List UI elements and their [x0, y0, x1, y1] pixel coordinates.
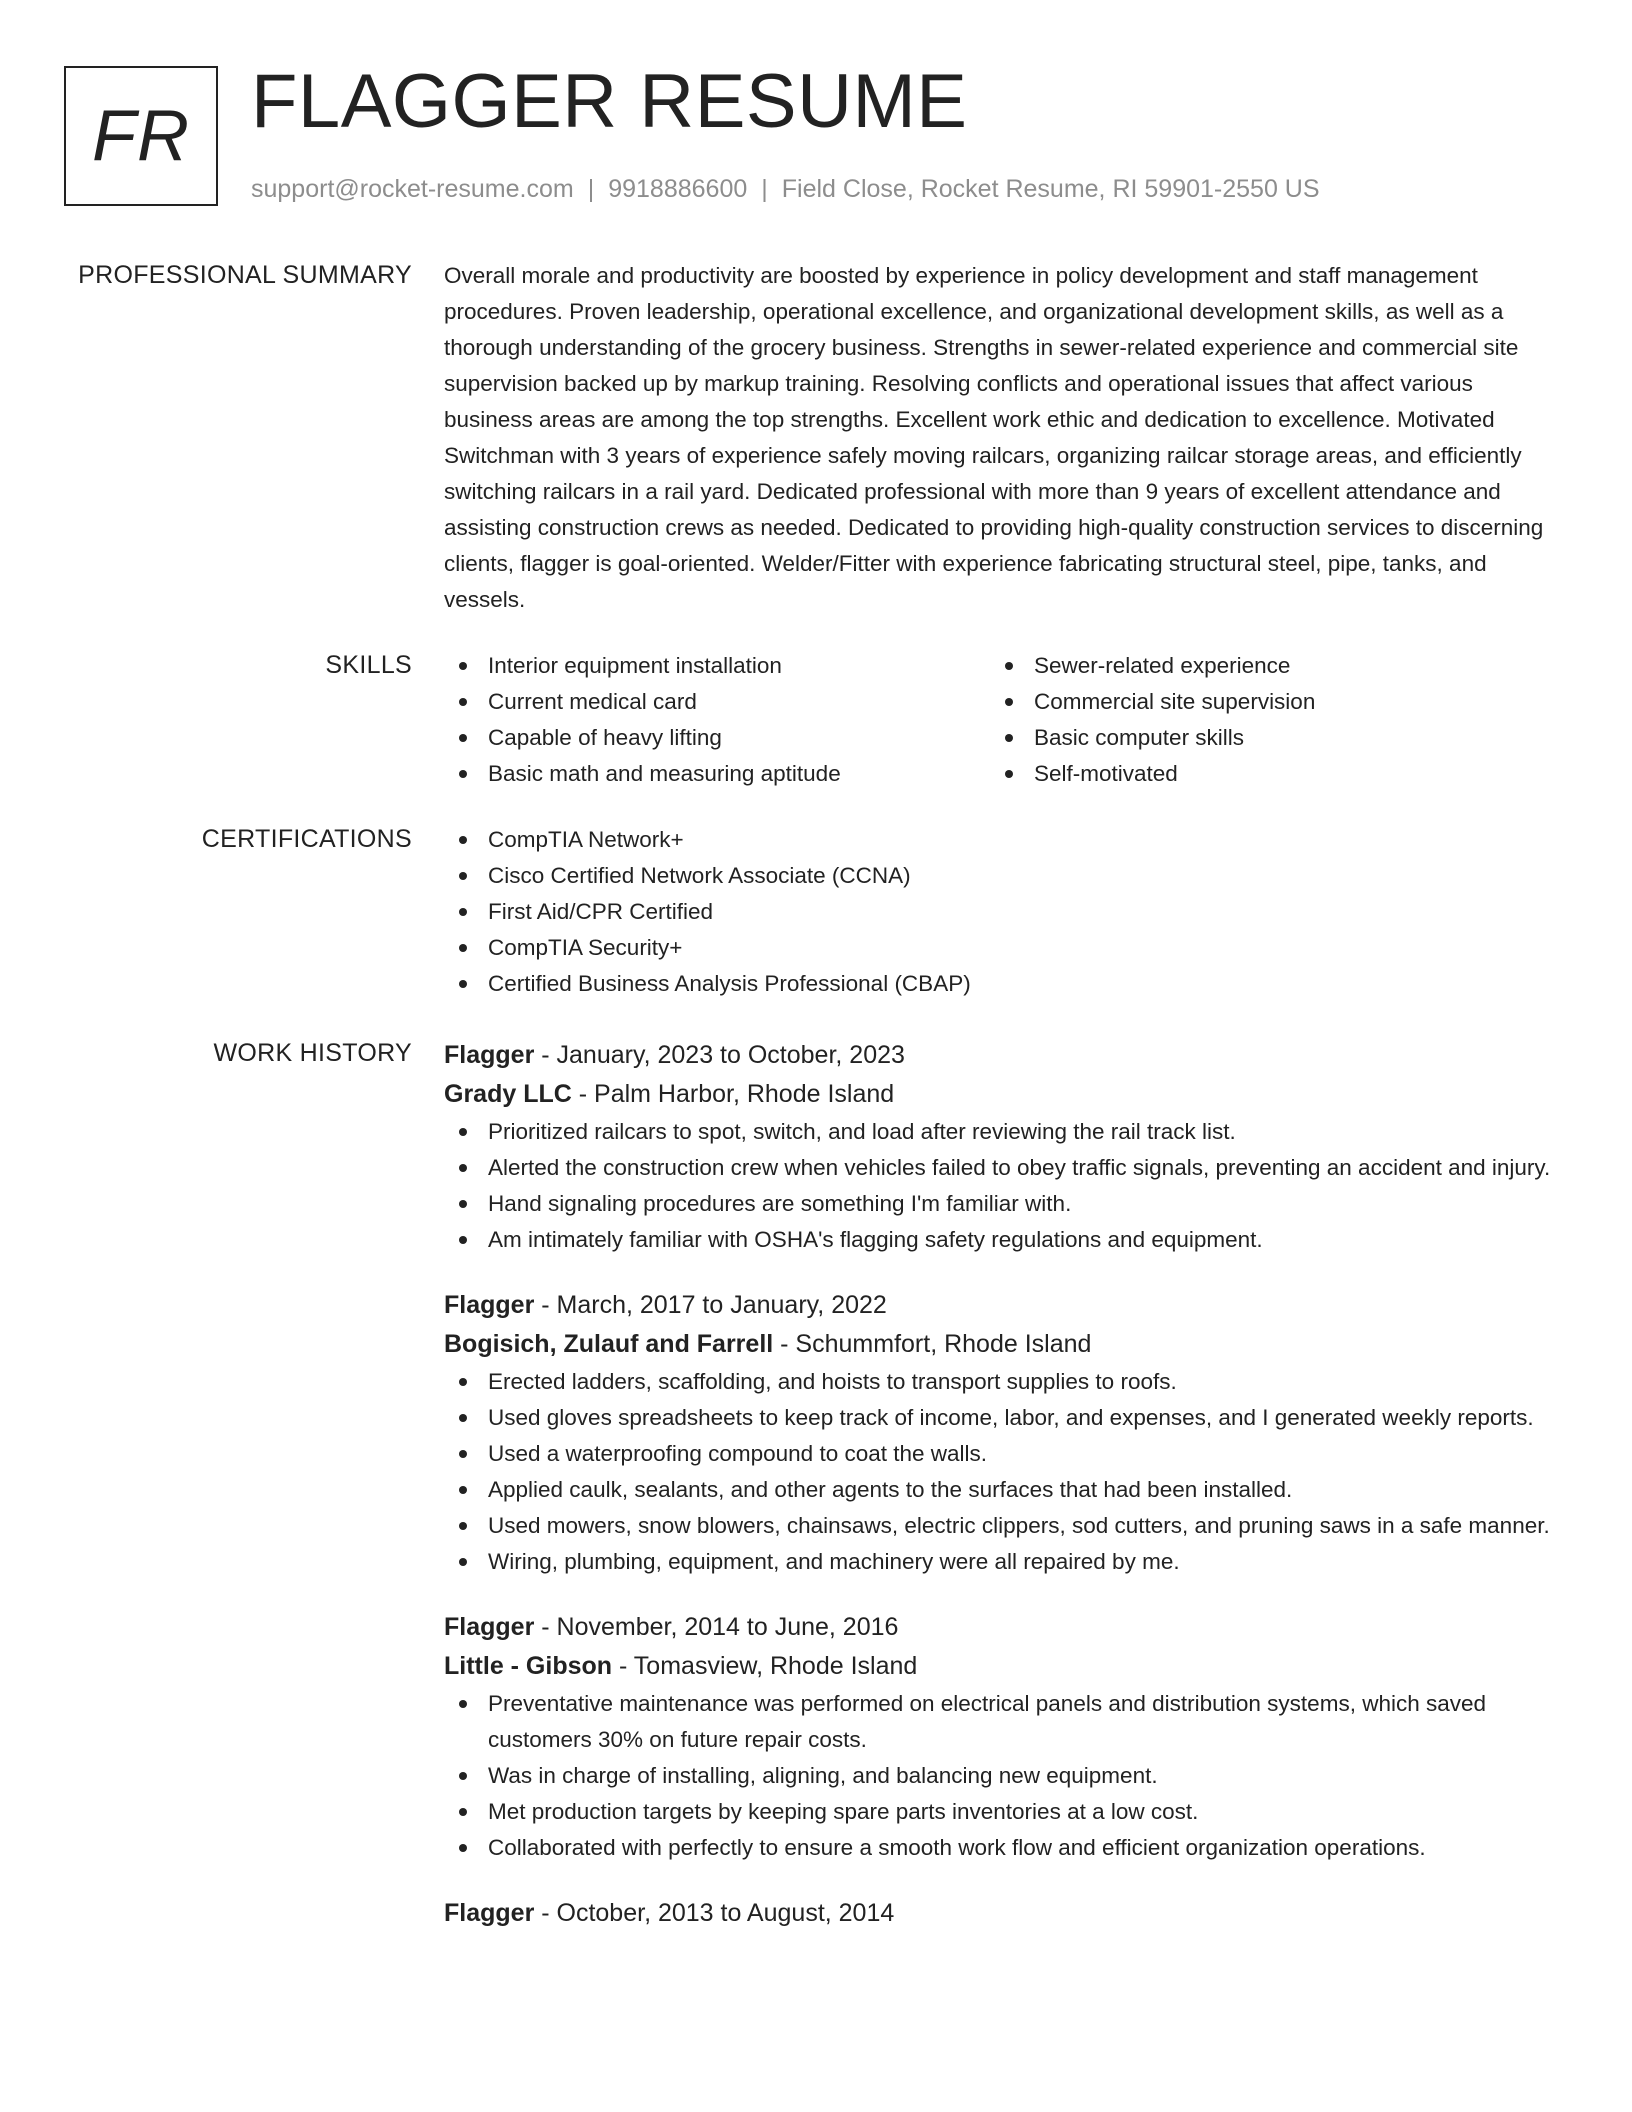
job-duty: Was in charge of installing, aligning, and balancing new equipment.	[444, 1758, 1558, 1794]
contact-address: Field Close, Rocket Resume, RI 59901-2550 US	[781, 175, 1320, 203]
job-entry	[444, 1036, 1558, 1258]
contact-phone: 9918886600	[608, 175, 748, 203]
job-duty: Met production targets by keeping spare parts inventories at a low cost.	[444, 1794, 1558, 1830]
skills-grid	[444, 648, 1558, 792]
job-company-line	[444, 1325, 1558, 1364]
certification-item: Certified Business Analysis Professional (CBAP)	[444, 966, 1558, 1002]
job-title: Flagger	[444, 1899, 535, 1927]
job-duty: Applied caulk, sealants, and other agents to the surfaces that had been installed.	[444, 1472, 1558, 1508]
skill-item: Self-motivated	[990, 756, 1536, 792]
job-duties	[444, 1114, 1558, 1258]
summary-text: Overall morale and productivity are boosted by experience in policy development and staff management procedures. Proven leadership, operational excellence, and organizational development skills, as well as a thorough understanding of the grocery business. Strengths in sewer-related experience and commercial site supervision backed up by markup training. Resolving conflicts and operational issues that affect various business areas are among the top strengths. Excellent work ethic and dedication to excellence. Motivated Switchman with 3 years of experience safely moving railcars, organizing railcar storage areas, and efficiently switching railcars in a rail yard. Dedicated professional with more than 9 years of excellent attendance and assisting construction crews as needed. Dedicated to providing high-quality construction services to discerning clients, flagger is goal-oriented. Welder/Fitter with experience fabricating structural steel, pipe, tanks, and vessels.	[444, 263, 1544, 612]
skill-item: Commercial site supervision	[990, 684, 1536, 720]
job-title-line	[444, 1286, 1558, 1325]
job-title-line	[444, 1036, 1558, 1075]
skill-item: Sewer-related experience	[990, 648, 1536, 684]
job-duty: Used a waterproofing compound to coat the walls.	[444, 1436, 1558, 1472]
job-duty: Prioritized railcars to spot, switch, and load after reviewing the rail track list.	[444, 1114, 1558, 1150]
job-company: Little - Gibson	[444, 1652, 613, 1680]
contact-separator: |	[587, 175, 595, 203]
job-duty: Used mowers, snow blowers, chainsaws, electric clippers, sod cutters, and pruning saws in a safe manner.	[444, 1508, 1558, 1544]
job-duty: Collaborated with perfectly to ensure a smooth work flow and efficient organization operations.	[444, 1830, 1558, 1866]
job-duty: Am intimately familiar with OSHA's flagging safety regulations and equipment.	[444, 1222, 1558, 1258]
contact-email: support@rocket-resume.com	[251, 175, 574, 203]
job-duty: Hand signaling procedures are something I'm familiar with.	[444, 1186, 1558, 1222]
job-duty: Used gloves spreadsheets to keep track of income, labor, and expenses, and I generated weekly reports.	[444, 1400, 1558, 1436]
job-duty: Erected ladders, scaffolding, and hoists to transport supplies to roofs.	[444, 1364, 1558, 1400]
skills-list-right	[990, 648, 1536, 792]
job-title: Flagger	[444, 1613, 535, 1641]
job-location: - Schummfort, Rhode Island	[773, 1330, 1092, 1358]
skill-item: Basic computer skills	[990, 720, 1536, 756]
job-dates: - October, 2013 to August, 2014	[534, 1899, 895, 1927]
skill-item: Interior equipment installation	[444, 648, 990, 684]
work-history-heading: WORK HISTORY	[213, 1039, 412, 1067]
job-title: Flagger	[444, 1291, 535, 1319]
certification-item: First Aid/CPR Certified	[444, 894, 1558, 930]
job-duty: Wiring, plumbing, equipment, and machinery were all repaired by me.	[444, 1544, 1558, 1580]
job-entry	[444, 1608, 1558, 1866]
skill-item: Basic math and measuring aptitude	[444, 756, 990, 792]
contact-separator: |	[761, 175, 768, 203]
job-dates: - January, 2023 to October, 2023	[534, 1041, 905, 1069]
certifications-list	[444, 822, 1558, 1002]
job-company: Grady LLC	[444, 1080, 572, 1108]
job-duty: Preventative maintenance was performed on electrical panels and distribution systems, which saved customers 30% on future repair costs.	[444, 1686, 1558, 1758]
job-title-line	[444, 1894, 1558, 1933]
monogram-logo: FR	[64, 66, 218, 206]
certification-item: CompTIA Security+	[444, 930, 1558, 966]
summary-heading: PROFESSIONAL SUMMARY	[78, 261, 412, 289]
job-entry	[444, 1894, 1558, 1933]
job-dates: - November, 2014 to June, 2016	[534, 1613, 899, 1641]
job-company-line	[444, 1075, 1558, 1114]
contact-line	[251, 172, 1320, 207]
job-entry	[444, 1286, 1558, 1580]
skills-body	[444, 648, 1558, 792]
job-location: - Tomasview, Rhode Island	[612, 1652, 918, 1680]
job-duty: Alerted the construction crew when vehicles failed to obey traffic signals, preventing an accident and injury.	[444, 1150, 1558, 1186]
certification-item: CompTIA Network+	[444, 822, 1558, 858]
skills-list-left	[444, 648, 990, 792]
certifications-heading: CERTIFICATIONS	[201, 825, 412, 853]
skill-item: Current medical card	[444, 684, 990, 720]
summary-body	[444, 258, 1558, 618]
job-dates: - March, 2017 to January, 2022	[534, 1291, 887, 1319]
job-company: Bogisich, Zulauf and Farrell	[444, 1330, 774, 1358]
certifications-body	[444, 822, 1558, 1002]
job-duties	[444, 1686, 1558, 1866]
certification-item: Cisco Certified Network Associate (CCNA)	[444, 858, 1558, 894]
job-title-line	[444, 1608, 1558, 1647]
skill-item: Capable of heavy lifting	[444, 720, 990, 756]
resume-name: FLAGGER RESUME	[251, 59, 968, 144]
job-duties	[444, 1364, 1558, 1580]
job-location: - Palm Harbor, Rhode Island	[571, 1080, 895, 1108]
skills-heading: SKILLS	[325, 651, 412, 679]
job-company-line	[444, 1647, 1558, 1686]
job-title: Flagger	[444, 1041, 535, 1069]
work-history-body	[444, 1036, 1558, 1961]
